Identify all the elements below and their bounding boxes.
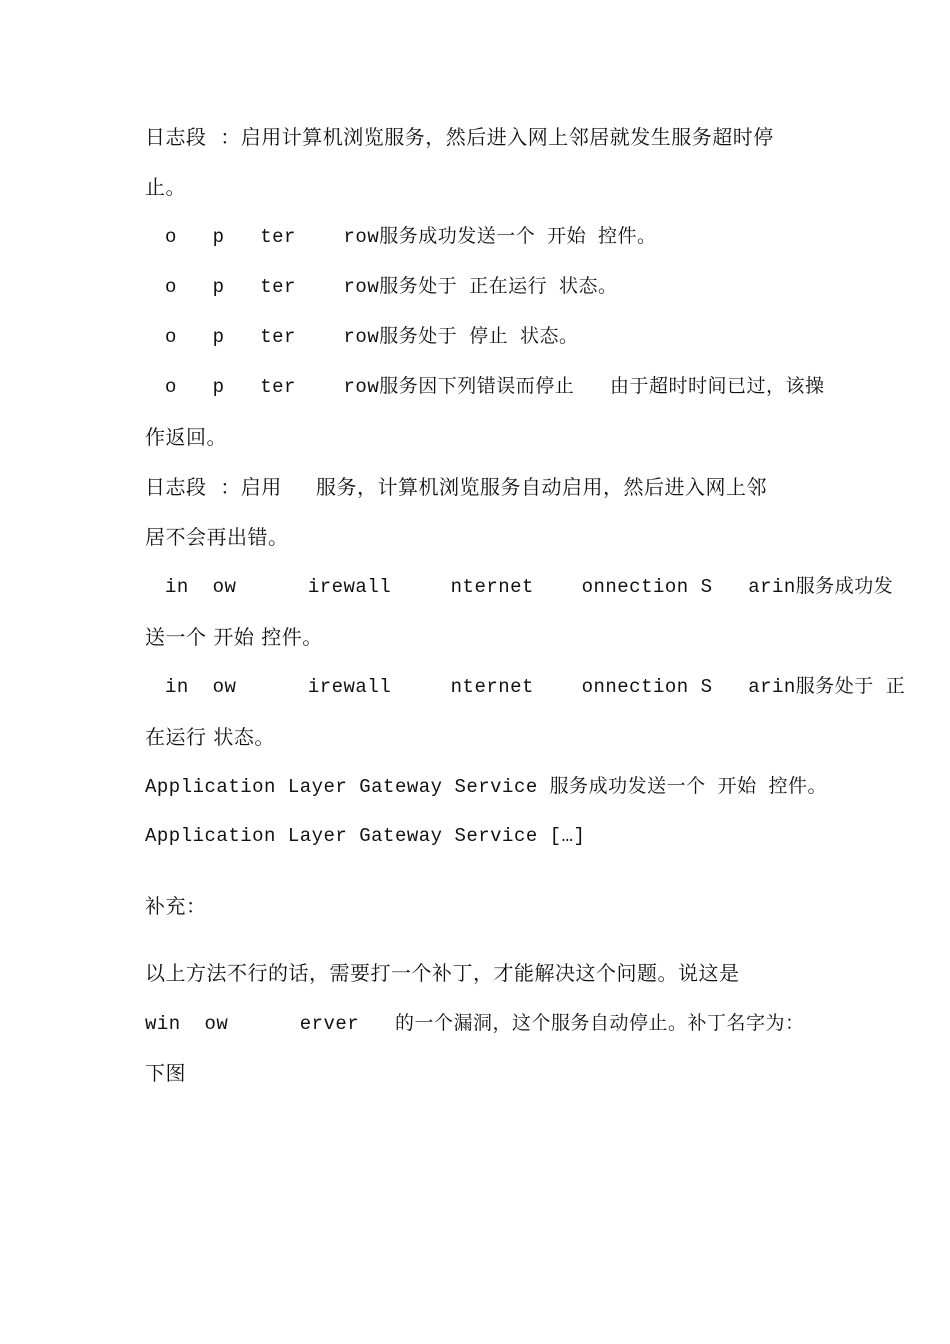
log-entry-cont: 在运行 状态。	[145, 725, 275, 749]
log-entry: o p ter row服务处于 正在运行 状态。	[165, 276, 618, 298]
paragraph: win ow erver 的一个漏洞，这个服务自动停止。补丁名字为：	[145, 1013, 805, 1035]
log-entry: Application Layer Gateway Service […]	[145, 825, 586, 847]
log-entry: o p ter row服务因下列错误而停止 由于超时时间已过，该操	[165, 376, 825, 398]
log-entry-cont: 送一个 开始 控件。	[145, 625, 323, 649]
log-entry: in ow irewall nternet onnection S arin服务处于 正	[165, 676, 906, 698]
paragraph: 以上方法不行的话，需要打一个补丁，才能解决这个问题。说这是	[145, 961, 740, 985]
log-section-2-heading-cont: 居不会再出错。	[145, 525, 289, 549]
log-section-1-heading-cont: 止。	[145, 175, 186, 199]
paragraph: 下图	[145, 1061, 186, 1085]
log-entry: Application Layer Gateway Service 服务成功发送一个 开始 控件。	[145, 776, 827, 798]
log-section-2-heading: 日志段 ：启用 服务，计算机浏览服务自动启用，然后进入网上邻	[145, 475, 768, 499]
log-entry: o p ter row服务成功发送一个 开始 控件。	[165, 226, 657, 248]
supplement-heading: 补充：	[145, 894, 207, 918]
log-entry: o p ter row服务处于 停止 状态。	[165, 326, 579, 348]
log-entry: in ow irewall nternet onnection S arin服务成功发	[165, 576, 894, 598]
log-section-1-heading: 日志段 ：启用计算机浏览服务，然后进入网上邻居就发生服务超时停	[145, 125, 774, 149]
log-entry-cont: 作返回。	[145, 425, 227, 449]
